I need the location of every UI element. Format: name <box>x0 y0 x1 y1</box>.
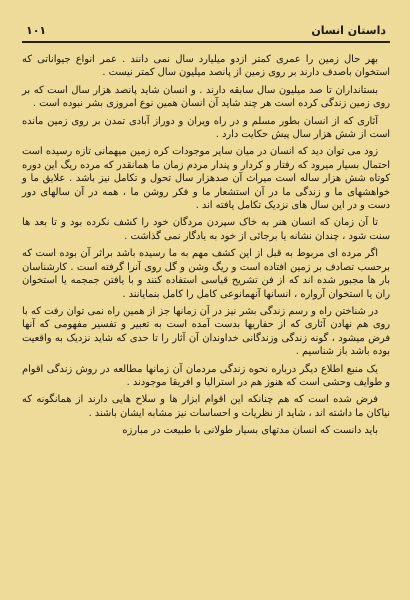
paragraph: بستانداران تا صد میلیون سال سابقه دارند . و انسان شاید پانصد هزار سال است که بر روی زمین زندگی کرده است هر چند شاید آن انسان همین نوع امروزی بشر نبوده است . <box>22 84 390 110</box>
paragraph: زود می توان دید که انسان در میان سایر موجودات کره زمین میهمانی تازه رسیده است احتمال بسیار میرود که رفتار و کردار و پندار مردم زمان ما همانقدر که مرده ریگ این دوره کوتاه شش هزار ساله است میراث آن صدهزار سال تحول و تکامل نیز باشد . علایق ما و خواهشهای ما و زندگی ما در آن استشعار ما و فکر روشن ما ، همه در آن سالهای دور دست و در این سال های نزدیک تکامل یافته اند . <box>22 146 390 212</box>
page-number: ۱۰۱ <box>26 24 47 37</box>
body-text <box>22 53 390 438</box>
running-title: داستان انسان <box>311 24 386 37</box>
paragraph: در شناختن راه و رسم زندگی بشر نیز در آن زمانها جز از همین راه نمی توان رفت که با روی هم نهادن آثاری که از حفاریها بدست آمده است به تعبیر و تفسیر مفهومی که آنها فرض میشود ، گونه زندگی وزندگانی خداوندان آن آثار را تا حدی که شاید نزدیک به واقعیت بوده باشد باز شناسیم . <box>22 305 390 358</box>
paragraph: بهر حال زمین را عمری کمتر ازدو میلیارد سال نمی دانند . عمر انواع جیواناتی که استخوان باصدف دارند بر روی زمین از پانصد میلیون سال کمتر نیست . <box>22 54 390 79</box>
page-header <box>22 24 390 39</box>
paragraph: تا آن زمان که انسان هنر به خاک سپردن مردگان خود را کشف نکرده بود و تا بعد ها سنت شود ، چندان نشانه یا برجائی از خود به یادگار نمی گذاشت . <box>22 217 390 242</box>
paragraph: یک منبع اطلاع دیگر درباره نحوه زندگی مردمان آن زمانها مطالعه در روش زندگی اقوام و طوایف وحشی است که هنوز هم در استرالیا و افریقا موجودند . <box>22 363 390 388</box>
paragraph: اگر مرده ای مربوط به قبل از این کشف مهم به ما رسیده باشد براثر آن بوده است که برحسب تصادف بر زمین افتاده است و ریگ وشن و گل روی آنرا گرفته است . کارشناسان بار ها مجبور شده اند که از فن تشریح قیاسی استفاده کنند و با یافتن جمجمه یا استخوان ران یا استخوان آرواره ، انسانها آنهمانوعی کامل را کامل بنمایانند . <box>22 248 390 300</box>
paragraph: آثاری که از انسان بطور مسلم و در راه ویران و دوراز آبادی تمدن بر روی زمین مانده است از شش هزار سال پیش حکایت دارد . <box>22 115 390 141</box>
header-rule <box>22 41 390 43</box>
paragraph: فرض شده است که هم چنانکه این اقوام ابزار ها و سلاح هایی دارند از همانگونه که نیاکان ما داشته اند ، شاید از نظریات و احساسات نیز مشابه ایشان باشند . <box>22 394 390 419</box>
paragraph: باید دانست که انسان مدتهای بسیار طولانی با طبیعت در مبارزه <box>122 425 378 437</box>
